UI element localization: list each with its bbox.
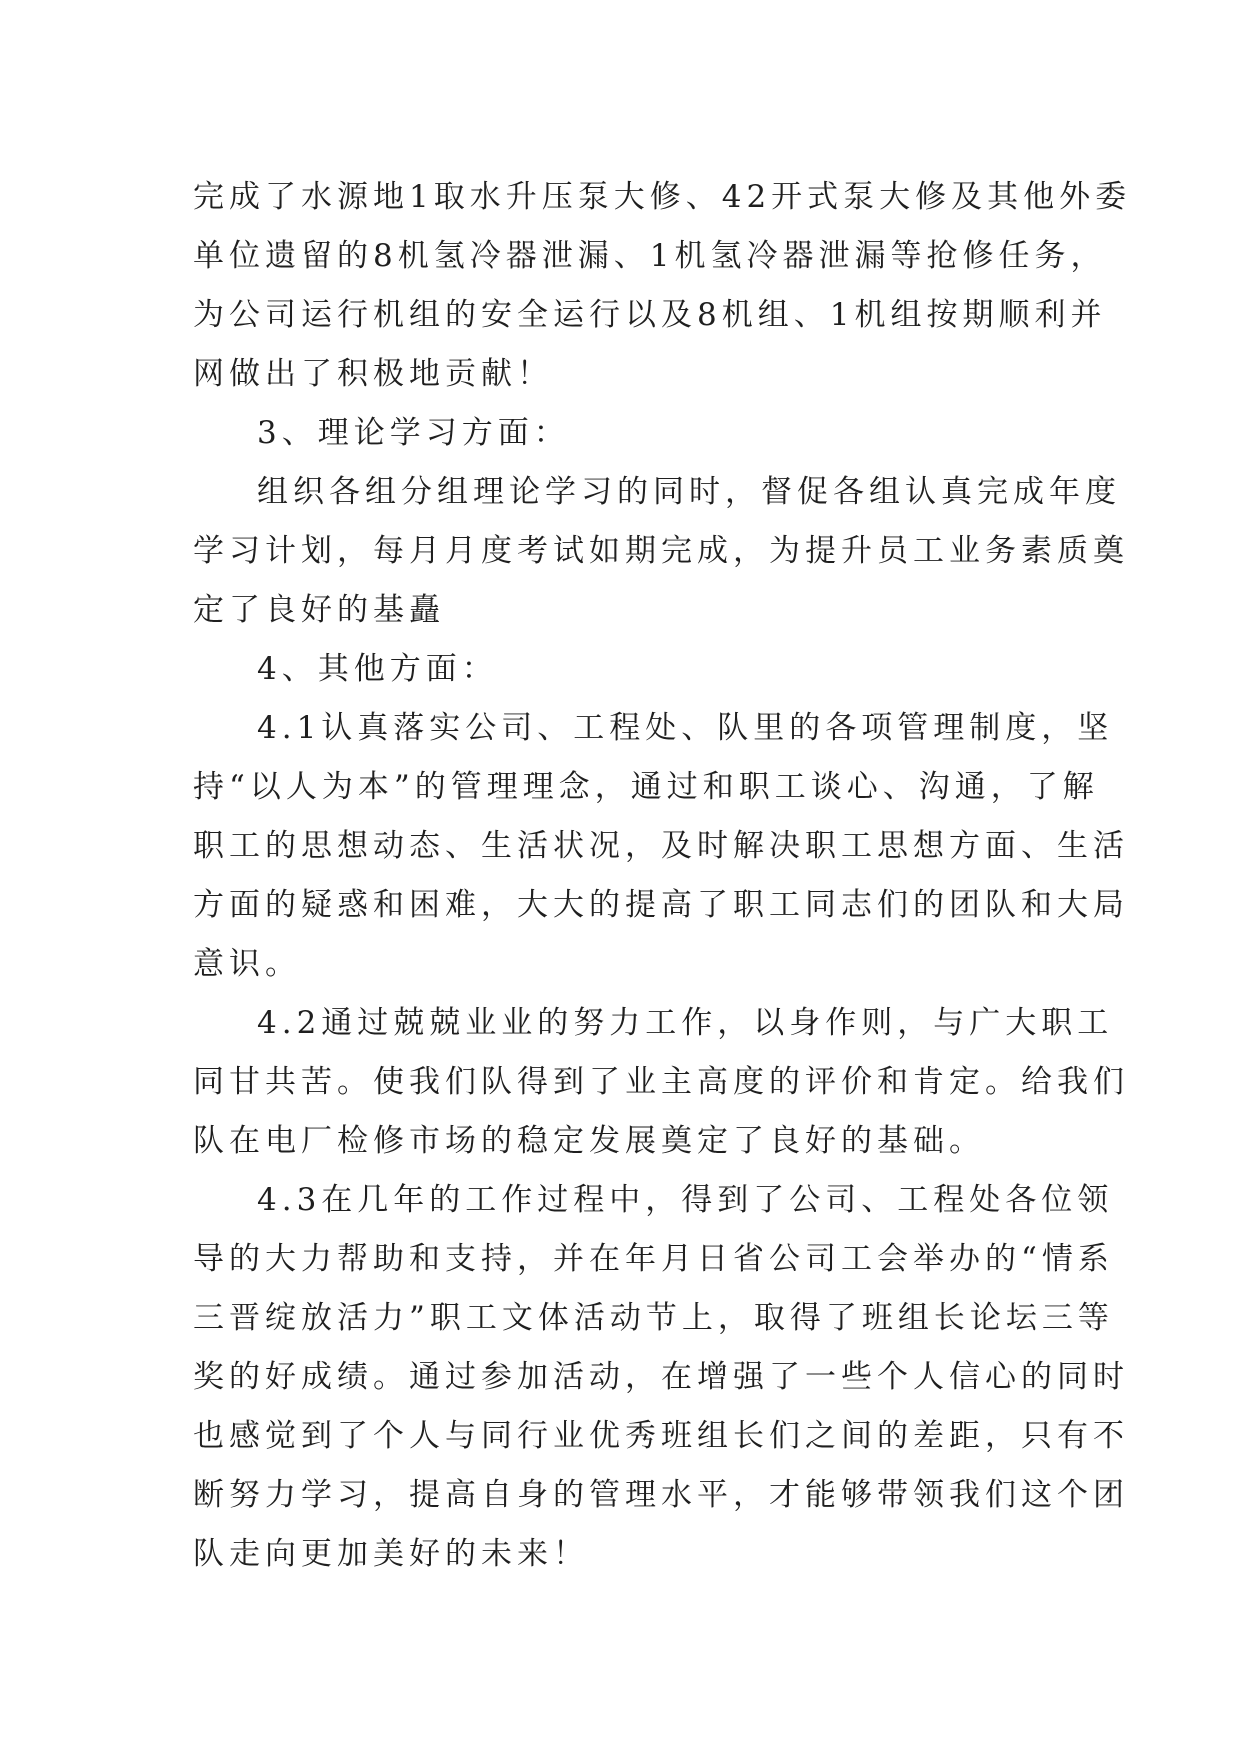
text-line: 三晋绽放活力”职工文体活动节上，取得了班组长论坛三等 bbox=[193, 1300, 1114, 1336]
text-line: 4.1认真落实公司、工程处、队里的各项管理制度，坚 bbox=[257, 710, 1114, 746]
text-line: 单位遗留的8机氢冷器泄漏、1机氢冷器泄漏等抢修任务， bbox=[193, 238, 1107, 274]
text-line: 职工的思想动态、生活状况，及时解决职工思想方面、生活 bbox=[193, 828, 1129, 864]
text-line: 奖的好成绩。通过参加活动，在增强了一些个人信心的同时 bbox=[193, 1359, 1129, 1395]
section-heading: 3、理论学习方面： bbox=[257, 415, 570, 451]
text-line: 方面的疑惑和困难，大大的提高了职工同志们的团队和大局 bbox=[193, 887, 1129, 923]
text-line: 完成了水源地1取水升压泵大修、42开式泵大修及其他外委 bbox=[193, 179, 1132, 215]
text-line: 为公司运行机组的安全运行以及8机组、1机组按期顺利并 bbox=[193, 297, 1107, 333]
text-line: 导的大力帮助和支持，并在年月日省公司工会举办的“情系 bbox=[193, 1241, 1114, 1277]
text-line: 意识。 bbox=[193, 946, 301, 982]
text-line: 断努力学习，提高自身的管理水平，才能够带领我们这个团 bbox=[193, 1477, 1129, 1513]
text-line: 网做出了积极地贡献！ bbox=[193, 356, 553, 392]
text-line: 定了良好的基矗 bbox=[193, 592, 445, 628]
text-line: 队走向更加美好的未来！ bbox=[193, 1536, 589, 1572]
section-heading: 4、其他方面： bbox=[257, 651, 498, 687]
text-line: 也感觉到了个人与同行业优秀班组长们之间的差距，只有不 bbox=[193, 1418, 1129, 1454]
text-line: 组织各组分组理论学习的同时，督促各组认真完成年度 bbox=[257, 474, 1121, 510]
text-line: 4.2通过兢兢业业的努力工作，以身作则，与广大职工 bbox=[257, 1005, 1114, 1041]
document-body bbox=[193, 168, 1132, 1584]
text-line: 4.3在几年的工作过程中，得到了公司、工程处各位领 bbox=[257, 1182, 1114, 1218]
text-line: 同甘共苦。使我们队得到了业主高度的评价和肯定。给我们 bbox=[193, 1064, 1129, 1100]
text-line: 学习计划，每月月度考试如期完成，为提升员工业务素质奠 bbox=[193, 533, 1129, 569]
text-line: 队在电厂检修市场的稳定发展奠定了良好的基础。 bbox=[193, 1123, 985, 1159]
text-line: 持“以人为本”的管理理念，通过和职工谈心、沟通，了解 bbox=[193, 769, 1099, 805]
